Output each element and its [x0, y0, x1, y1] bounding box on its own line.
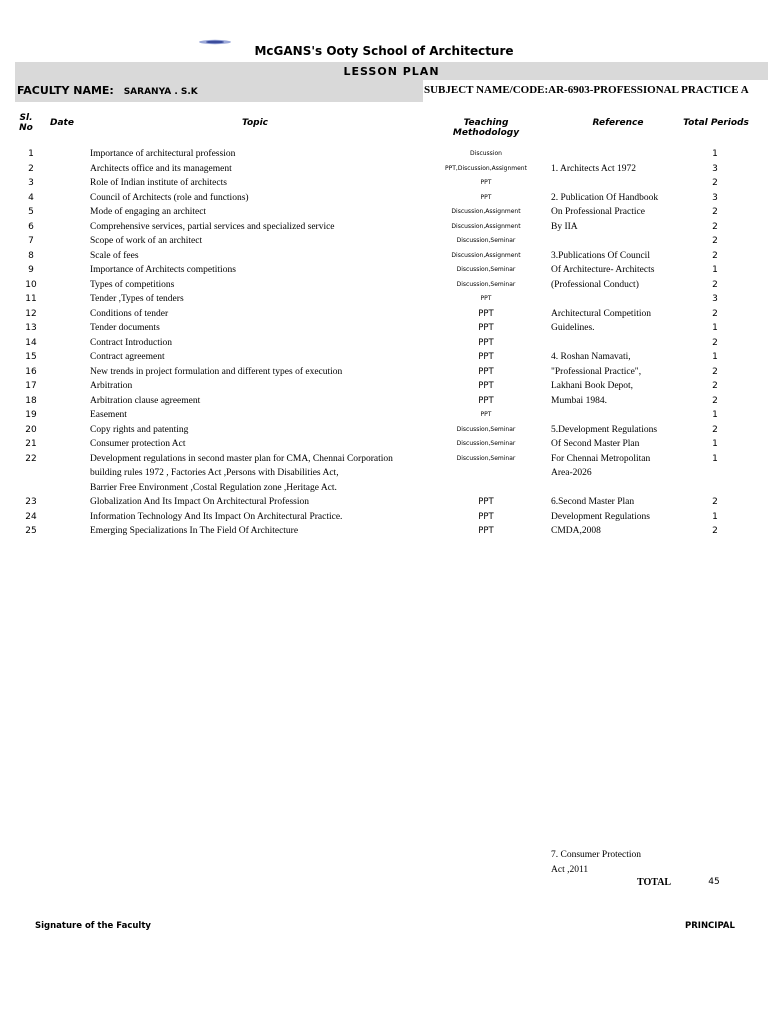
row-periods: 1: [712, 352, 718, 362]
row-methodology: PPT: [478, 308, 494, 319]
reference-line: Architectural Competition: [551, 308, 651, 319]
row-number: 12: [25, 308, 37, 319]
row-methodology: PPT: [480, 193, 492, 201]
row-topic: [90, 278, 423, 293]
row-number: 7: [28, 236, 34, 246]
row-periods: 2: [712, 236, 718, 246]
school-name: McGANS's Ooty School of Architecture: [254, 44, 514, 58]
row-topic: [90, 408, 423, 423]
topic-line: Mode of engaging an architect: [90, 207, 207, 217]
topic-line: Arbitration: [90, 381, 133, 391]
topic-line: Contract Introduction: [90, 337, 173, 348]
row-periods: 2: [712, 497, 718, 507]
row-number: 3: [28, 178, 34, 188]
row-methodology: PPT: [480, 295, 492, 302]
topic-line: Types of competitions: [90, 279, 175, 290]
row-topic: [90, 147, 423, 162]
row-topic: [90, 495, 423, 510]
faculty-name-row: [17, 84, 198, 97]
row-topic: [90, 162, 423, 177]
row-periods: 2: [712, 381, 718, 391]
col-header-periods: Total Periods: [683, 118, 749, 128]
reference-line: Mumbai 1984.: [551, 395, 607, 406]
row-periods: 1: [712, 410, 718, 420]
row-periods: 2: [712, 308, 718, 319]
topic-line: Emerging Specializations In The Field Of Architecture: [90, 526, 299, 536]
reference-line: [551, 147, 679, 162]
row-topic: [90, 524, 423, 539]
row-periods: 1: [712, 265, 718, 275]
row-number: 14: [25, 337, 37, 348]
reference-line: Of Architecture- Architects: [551, 265, 655, 275]
reference-line: [551, 481, 679, 496]
row-number: 6: [28, 221, 34, 232]
reference-line: [551, 292, 679, 307]
row-topic: [90, 263, 423, 278]
row-topic: [90, 292, 423, 307]
topic-line: Council of Architects (role and functions): [90, 192, 249, 203]
reference-line: 4. Roshan Namavati,: [551, 352, 631, 362]
reference-line: By IIA: [551, 221, 578, 232]
topic-line: Arbitration clause agreement: [90, 395, 201, 406]
reference-line: 5.Development Regulations: [551, 424, 658, 435]
reference-line: On Professional Practice: [551, 207, 645, 217]
row-topic: [90, 321, 423, 336]
row-methodology: PPT: [478, 497, 494, 507]
topic-line: New trends in project formulation and different types of execution: [90, 366, 343, 377]
row-number: 9: [28, 265, 34, 275]
row-periods: 2: [712, 526, 718, 536]
row-methodology: PPT: [480, 411, 492, 418]
principal-label: PRINCIPAL: [685, 921, 735, 931]
reference-line: "Professional Practice",: [551, 366, 642, 377]
row-periods: 2: [712, 337, 718, 348]
row-periods: 2: [712, 221, 718, 232]
reference-line: (Professional Conduct): [551, 279, 639, 290]
row-methodology: PPT: [478, 366, 494, 377]
row-periods: 2: [712, 279, 718, 290]
topic-line: building rules 1972 , Factories Act ,Persons with Disabilities Act,: [90, 468, 339, 478]
row-methodology: Discussion,Assignment: [451, 208, 521, 215]
col-header-date: Date: [50, 118, 74, 128]
row-number: 4: [28, 192, 34, 203]
topic-line: Importance of Architects competitions: [90, 265, 236, 275]
reference-line: 2. Publication Of Handbook: [551, 192, 659, 203]
row-periods: 3: [712, 294, 718, 304]
row-periods: 2: [712, 178, 718, 188]
row-number: 16: [25, 366, 37, 377]
row-topic: [90, 191, 423, 206]
row-periods: 3: [712, 163, 718, 174]
faculty-label: FACULTY NAME:: [17, 84, 114, 97]
topic-line: Conditions of tender: [90, 308, 169, 319]
topic-line: Scope of work of an architect: [90, 236, 203, 246]
row-periods: 2: [712, 207, 718, 217]
reference-line: 3.Publications Of Council: [551, 250, 650, 261]
reference-line: Of Second Master Plan: [551, 439, 640, 449]
row-methodology: Discussion,Seminar: [456, 266, 516, 273]
topic-line: Architects office and its management: [90, 163, 232, 174]
subject-name: SUBJECT NAME/CODE:AR-6903-PROFESSIONAL PRACTICE A: [424, 84, 749, 96]
row-periods: 2: [712, 424, 718, 435]
col-header-topic: Topic: [241, 118, 269, 128]
row-periods: 3: [712, 192, 718, 203]
topic-line: Consumer protection Act: [90, 439, 186, 449]
row-methodology: Discussion,Assignment: [451, 222, 521, 230]
row-periods: 1: [712, 149, 718, 159]
row-topic: [90, 510, 423, 525]
topic-line: Easement: [90, 410, 127, 420]
row-periods: 1: [712, 453, 718, 464]
row-number: 20: [25, 424, 37, 435]
row-methodology: Discussion,Seminar: [456, 237, 516, 244]
row-periods: 1: [712, 511, 718, 522]
reference-line: [551, 408, 679, 423]
document-title: LESSON PLAN: [343, 65, 440, 78]
row-number: 22: [25, 453, 37, 464]
row-topic: [90, 176, 423, 191]
reference-line: 1. Architects Act 1972: [551, 163, 636, 174]
row-topic: [90, 205, 423, 220]
row-methodology: PPT: [478, 511, 494, 522]
reference-line: Act ,2011: [551, 864, 589, 875]
reference-line: [551, 176, 679, 191]
topic-line: Role of Indian institute of architects: [90, 178, 227, 188]
topic-line: Copy rights and patenting: [90, 424, 189, 435]
row-number: 21: [25, 439, 37, 449]
row-number: 5: [28, 207, 34, 217]
row-number: 13: [25, 323, 37, 333]
row-number: 19: [25, 410, 37, 420]
row-number: 8: [28, 250, 34, 261]
topic-line: Importance of architectural profession: [90, 149, 236, 159]
total-label: TOTAL: [637, 877, 672, 888]
row-number: 11: [25, 294, 37, 304]
row-methodology: Discussion,Seminar: [456, 280, 516, 288]
col-header-methodology: Teaching Methodology: [452, 118, 520, 138]
faculty-name: SARANYA . S.K: [123, 87, 198, 97]
topic-line: Information Technology And Its Impact On Architectural Practice.: [90, 511, 343, 522]
row-topic: [90, 394, 423, 409]
row-methodology: PPT: [478, 337, 494, 348]
topic-line: Tender documents: [90, 323, 160, 333]
reference-extra: [551, 848, 641, 877]
reference-line: Guidelines.: [551, 323, 595, 333]
row-topic: [90, 336, 423, 351]
reference-line: [551, 336, 679, 351]
row-methodology: PPT: [480, 179, 492, 186]
row-topic: [90, 379, 423, 394]
row-methodology: PPT: [478, 323, 494, 333]
row-methodology: PPT: [478, 526, 494, 536]
row-topic: [90, 437, 423, 452]
row-methodology: PPT: [478, 352, 494, 362]
row-number: 23: [25, 497, 37, 507]
row-periods: 1: [712, 323, 718, 333]
row-methodology: Discussion,Seminar: [456, 454, 516, 462]
row-topic: [90, 365, 423, 380]
row-topic: [90, 234, 423, 249]
col-header-sl-no: Sl. No: [19, 113, 33, 133]
row-topic: [90, 423, 423, 438]
reference-line: 6.Second Master Plan: [551, 497, 635, 507]
row-number: 17: [25, 381, 37, 391]
row-periods: 2: [712, 366, 718, 377]
reference-line: 7. Consumer Protection: [551, 850, 641, 860]
row-number: 10: [25, 279, 37, 290]
reference-line: Lakhani Book Depot,: [551, 381, 634, 391]
row-number: 1: [28, 149, 34, 159]
row-periods: 1: [712, 439, 718, 449]
reference-line: Development Regulations: [551, 511, 650, 522]
reference-column: [551, 147, 679, 539]
row-methodology: Discussion,Seminar: [456, 440, 516, 447]
row-topic: [90, 220, 423, 235]
row-number: 24: [25, 511, 37, 522]
faculty-signature-label: Signature of the Faculty: [35, 921, 151, 931]
reference-line: Area-2026: [551, 468, 592, 478]
reference-line: For Chennai Metropolitan: [551, 453, 651, 464]
row-methodology: PPT: [478, 395, 494, 406]
row-topic: [90, 249, 423, 264]
row-number: 18: [25, 395, 37, 406]
col-header-reference: Reference: [592, 118, 644, 128]
row-number: 25: [25, 526, 37, 536]
row-topic: [90, 452, 423, 496]
row-methodology: Discussion,Assignment: [451, 251, 521, 259]
topic-line: Development regulations in second master plan for CMA, Chennai Corporation: [90, 453, 393, 464]
topic-line: Barrier Free Environment ,Costal Regulation zone ,Heritage Act.: [90, 482, 337, 493]
row-number: 2: [28, 163, 34, 174]
topic-line: Scale of fees: [90, 250, 139, 261]
total-periods: 45: [708, 877, 720, 887]
row-methodology: Discussion: [470, 150, 502, 157]
topic-line: Globalization And Its Impact On Architectural Profession: [90, 497, 309, 507]
reference-line: [551, 234, 679, 249]
row-methodology: Discussion,Seminar: [456, 425, 516, 433]
row-topic: [90, 307, 423, 322]
row-methodology: PPT,Discussion,Assignment: [445, 164, 527, 172]
row-periods: 2: [712, 395, 718, 406]
topic-line: Contract agreement: [90, 352, 165, 362]
reference-line: CMDA,2008: [551, 526, 601, 536]
topic-line: Comprehensive services, partial services and specialized service: [90, 221, 335, 232]
row-number: 15: [25, 352, 37, 362]
row-periods: 2: [712, 250, 718, 261]
row-methodology: PPT: [478, 381, 494, 391]
row-topic: [90, 350, 423, 365]
topic-line: Tender ,Types of tenders: [90, 294, 184, 304]
